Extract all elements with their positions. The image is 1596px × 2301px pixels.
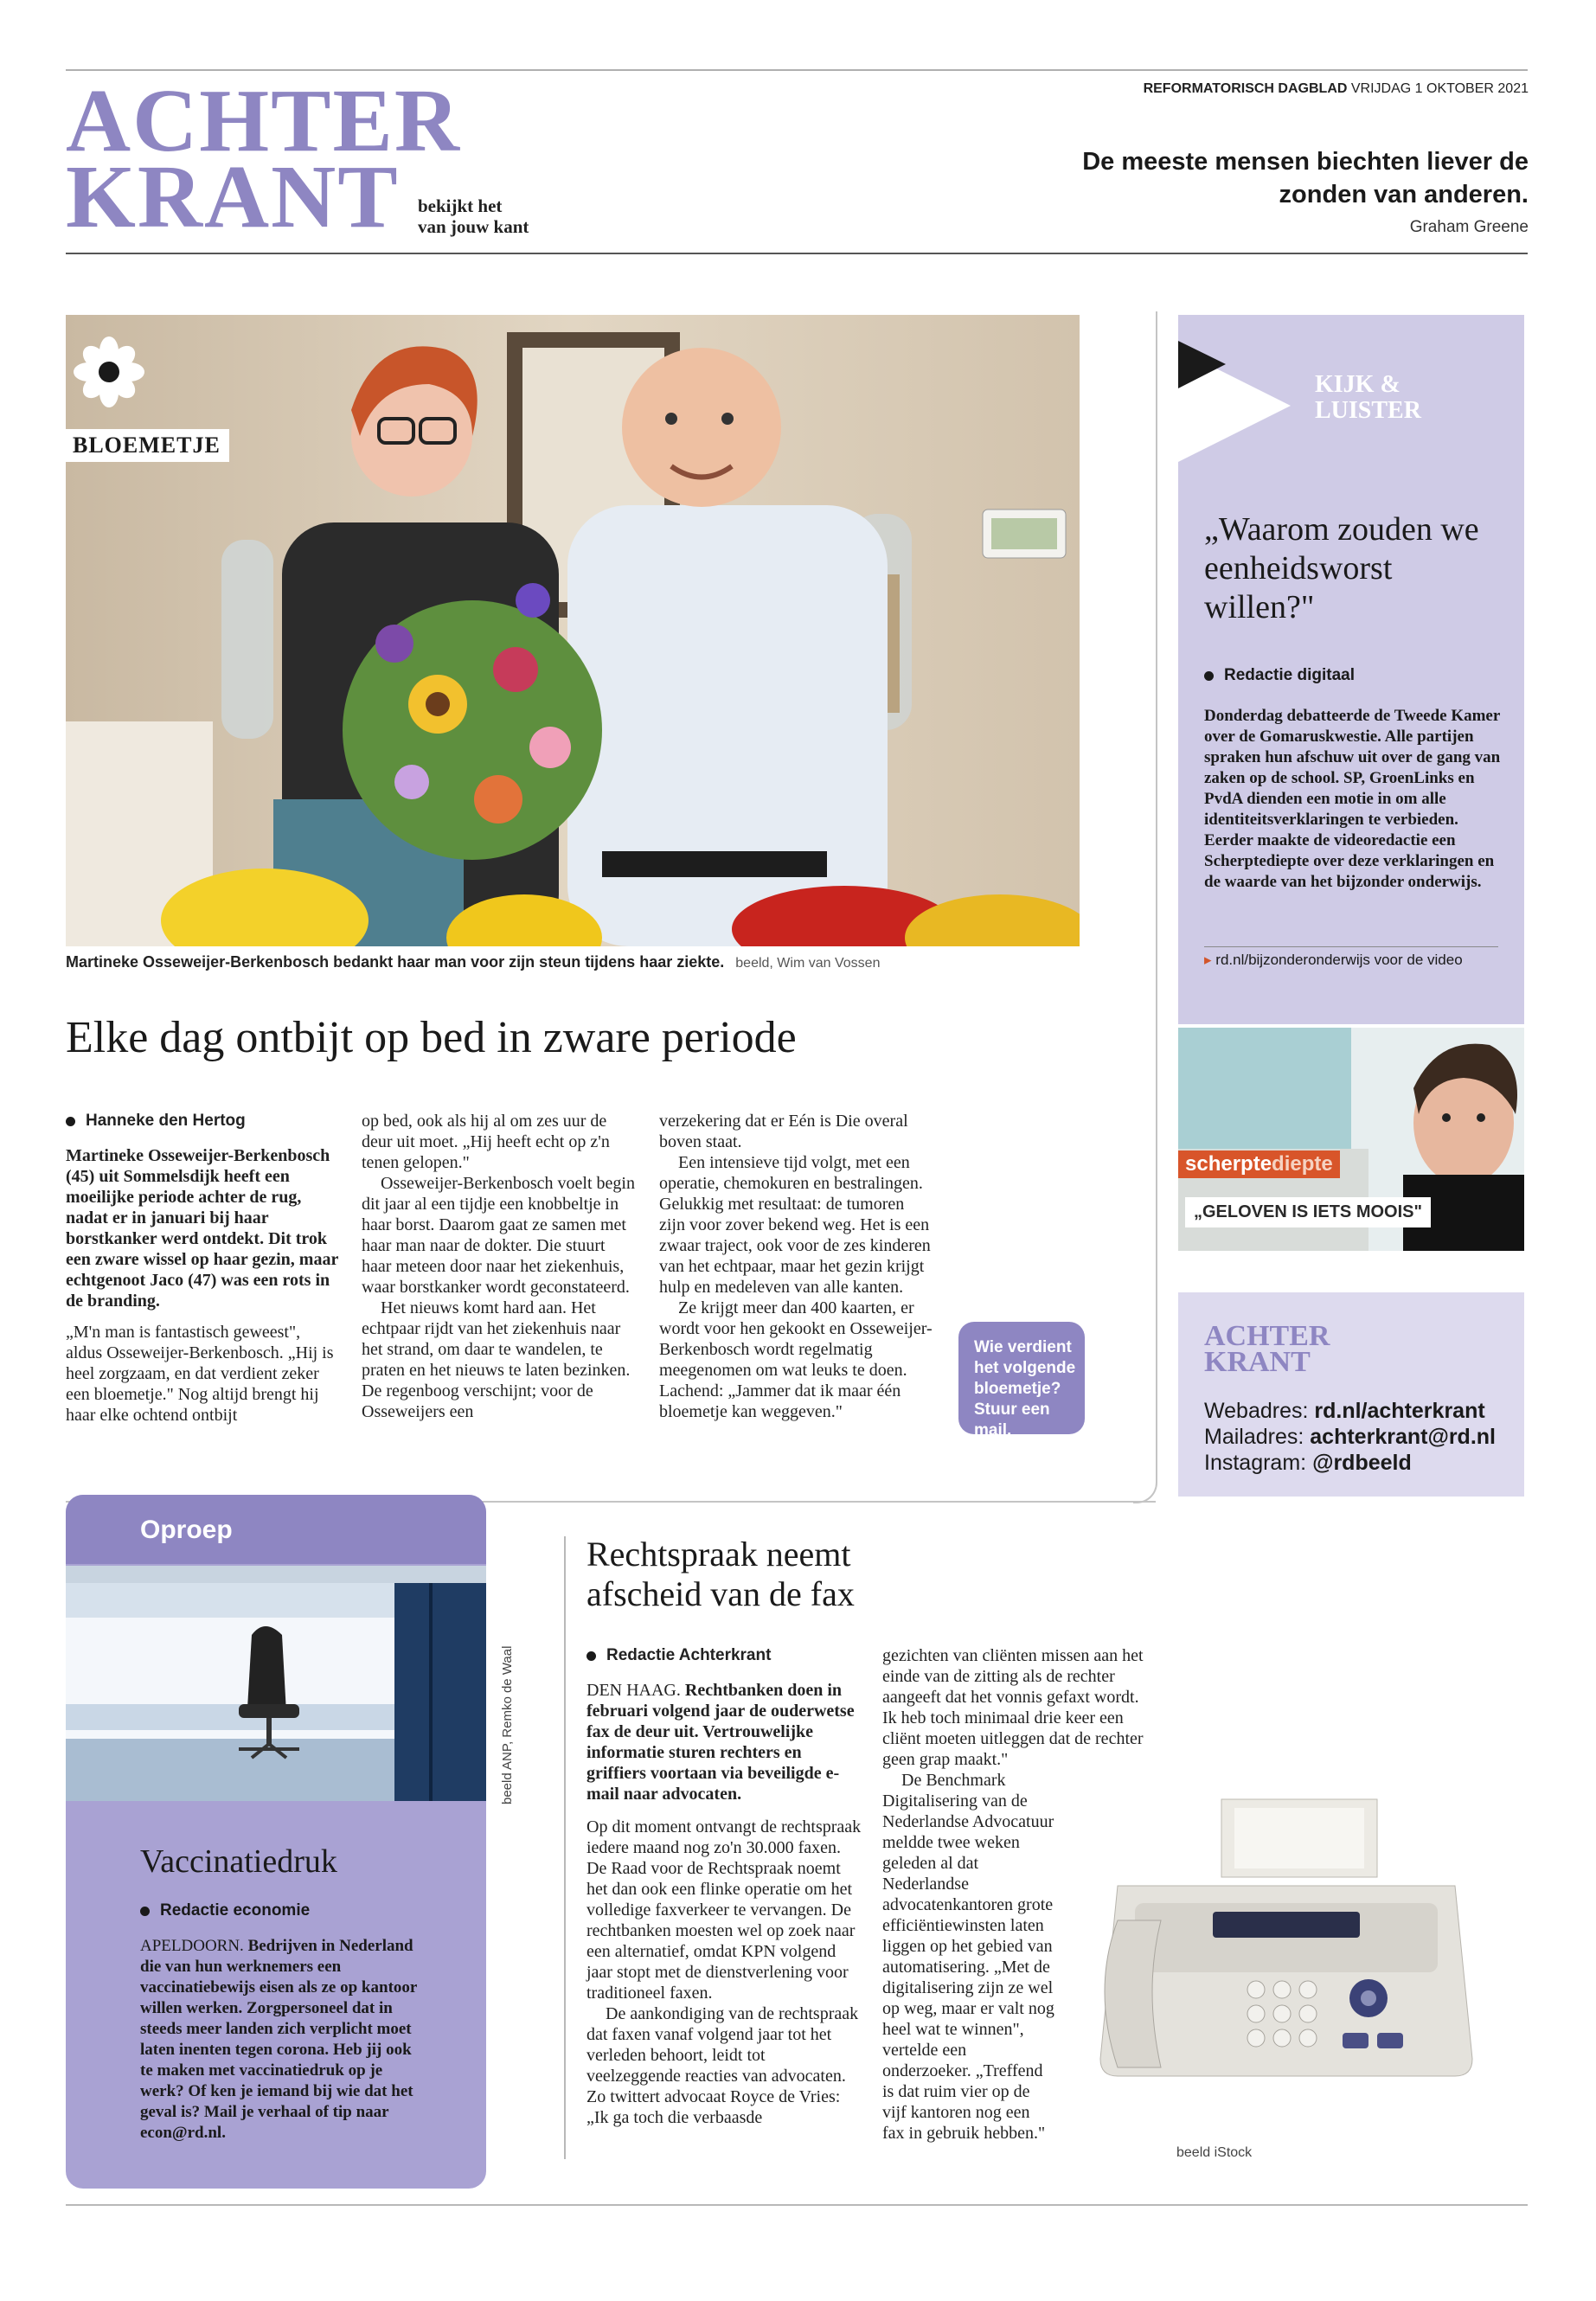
photo-caption (66, 953, 880, 971)
fax-col-2b (882, 1770, 1055, 2144)
contact-logo-line-2: KRANT (1204, 1346, 1311, 1378)
kijk-quote: „Waarom zouden we eenheidsworst willen?" (1204, 511, 1479, 625)
kijk-divider (1204, 946, 1498, 947)
dateline-bar (1144, 81, 1529, 97)
fax-paragraph: gezichten van cliënten missen aan het einde van de zitting als de rechter aangeeft dat het vonnis gefaxt wordt. Ik heb toch minimaal drie keer een cliënt moeten uitleggen dat de rechter geen grap maakt." (882, 1646, 1144, 1769)
kijk-author: Redactie digitaal (1224, 666, 1355, 684)
achterkrant-logo (66, 71, 461, 247)
quote-line-2: zonden van anderen. (1279, 181, 1529, 208)
kijk-byline (1204, 666, 1355, 685)
oproep-dateline: APELDOORN. (140, 1937, 244, 1955)
quote-author: Graham Greene (1409, 218, 1529, 236)
bloemetje-paragraph: „M'n man is fantastisch geweest", aldus Osseweijer-Berkenbosch. „Hij is heel zorgzaam, en dat verdient zeker een bloemetje." Nog altijd brengt hij haar elke ochtend ontbijt (66, 1323, 334, 1425)
bullet (66, 1117, 75, 1126)
bloemetje-paragraph: Osseweijer-Berkenbosch voelt begin dit jaar al een tijdje een knobbeltje in haar borst. Daarom gaat ze samen met haar man naar de dokter. Die stuurt haar meteen door naar het ziekenhuis, waar borstkanker wordt geconstateerd. (362, 1174, 635, 1297)
brand-part-1: scherpte (1185, 1152, 1272, 1176)
bullet (1204, 671, 1214, 681)
fax-headline (586, 1535, 855, 1614)
fax-paragraph: Op dit moment ontvangt de rechtspraak iedere maand nog zo'n 30.000 faxen. De Raad voor de Rechtspraak noemt het dan ook een flinke operatie om het volledige faxverkeer te vervangen. De rechtbanken moesten wel op zoek naar een alternatief, omdat KPN volgend jaar stopt met de dienstverlening voor traditioneel faxen. (586, 1817, 862, 2003)
flower-icon (73, 336, 145, 408)
contact-instagram (1204, 1450, 1496, 1476)
photo-credit: beeld, Wim van Vossen (735, 956, 881, 971)
bloemetje-byline (66, 1111, 339, 1131)
bullet (586, 1651, 596, 1661)
bloemetje-paragraph: op bed, ook als hij al om zes uur de deur uit moet. „Hij heeft echt op z'n tenen gelopen." (362, 1112, 610, 1172)
web-link[interactable]: rd.nl/achterkrant (1314, 1399, 1485, 1423)
logo-line-2: KRANT (66, 147, 400, 247)
bloemetje-headline: Elke dag ontbijt op bed in zware periode (66, 1013, 797, 1062)
article-frame (1133, 311, 1157, 1503)
fax-col-2 (882, 1645, 1156, 1770)
bloemetje-intro: Martineke Osseweijer-Berkenbosch (45) uit Sommelsdijk heeft een moeilijke periode achter de rug, nadat er in januari bij haar borstkanker werd ontdekt. Dit trok een zware wissel op haar gezin, maar echtgenoot Jaco (47) was een rots in de branding. (66, 1146, 338, 1311)
bloemetje-paragraph: Ze krijgt meer dan 400 kaarten, er wordt voor hen gekookt en Osseweijer-Berkenbosch wordt regelmatig meegenomen om wat leuks te doen. Lachend: „Jammer dat ik maar één bloemetje kan weggeven." (659, 1298, 933, 1421)
masthead-rule (66, 253, 1528, 254)
video-title: „GELOVEN IS IETS MOOIS" (1185, 1197, 1431, 1227)
oproep-body (140, 1936, 417, 2144)
fax-intro-text: Rechtbanken doen in februari volgend jaar de ouderwetse fax de deur uit. Vertrouwelijke informatie sturen rechters en griffiers voortaan via beveiligde e-mail naar advocaten. (586, 1681, 855, 1804)
mail-link[interactable]: achterkrant@rd.nl (1310, 1425, 1496, 1449)
bloemetje-paragraph: Het nieuws komt hard aan. Het echtpaar rijdt van het ziekenhuis naar het strand, om daar te wandelen, te praten en het nieuws te laten bezinken. De regenboog verschijnt; voor de Osseweijers een (362, 1298, 631, 1421)
oproep-header (66, 1495, 486, 1564)
logo-line-1: ACHTER (66, 71, 461, 170)
contact-logo-line-1: ACHTER (1204, 1320, 1330, 1352)
bullet (140, 1907, 150, 1916)
kijk-luister-label (1315, 372, 1421, 424)
video-brand-badge (1178, 1150, 1340, 1178)
fax-col-1 (586, 1645, 862, 2128)
office-photo (66, 1566, 486, 1801)
fax-machine-photo (1083, 1782, 1490, 2128)
kijk-label-line-2: LUISTER (1315, 397, 1421, 424)
fax-column-rule (564, 1536, 566, 2159)
tagline-line-2: van jouw kant (418, 216, 529, 237)
bloemetje-paragraph: verzekering dat er Eén is Die overal boven staat. (659, 1112, 908, 1151)
oproep-label: Oproep (140, 1516, 233, 1544)
mail-label: Mailadres: (1204, 1425, 1304, 1449)
fax-dateline: DEN HAAG. (586, 1681, 681, 1700)
kijk-video-link[interactable] (1204, 952, 1463, 969)
bloemetje-paragraph: Een intensieve tijd volgt, met een operatie, chemokuren en bestralingen. Gelukkig met resultaat: de tumoren zijn voor zover bekend weg. Het is een zwaar traject, ook voor de zes kinderen van het echtpaar, maar het gezin krijgt hulp en medeleven van alle kanten. (659, 1153, 931, 1297)
bloemetje-col-1 (66, 1111, 339, 1426)
callout-mail-link[interactable]: Wie verdient het volgende bloemetje? Stuur een mail. (958, 1322, 1085, 1434)
web-label: Webadres: (1204, 1399, 1309, 1423)
bloemetje-col-2 (362, 1111, 637, 1422)
kijk-body: Donderdag debatteerde de Tweede Kamer over de Gomaruskwestie. Alle partijen spraken hun afschuw uit over de gang van zaken op de school. SP, GroenLinks en PvdA dienden een motie in om alle identiteitsverklaringen te verbieden. Eerder maakte de videoredactie een Scherptediepte over deze verklaringen en de waarde van het bijzonder onderwijs. (1204, 707, 1501, 891)
oproep-byline (140, 1901, 310, 1920)
issue-date: VRIJDAG 1 OKTOBER 2021 (1350, 81, 1529, 96)
bloemetje-col-3 (659, 1111, 934, 1422)
oproep-photo-credit: beeld ANP, Remko de Waal (500, 1645, 515, 1804)
fax-author: Redactie Achterkrant (606, 1646, 772, 1664)
bloemetje-author: Hanneke den Hertog (86, 1112, 246, 1130)
oproep-headline: Vaccinatiedruk (140, 1843, 337, 1880)
fax-paragraph: De aankondiging van de rechtspraak dat faxen vanaf volgend jaar tot het verleden behoort, leidt tot veelzeggende reacties van advocaten. Zo twittert advocaat Royce de Vries: „Ik ga toch die verbaasde (586, 2004, 859, 2127)
bloemetje-label: BLOEMETJE (66, 429, 229, 462)
couple-photo (66, 315, 1080, 946)
oproep-author: Redactie economie (160, 1901, 311, 1920)
insta-label: Instagram: (1204, 1451, 1307, 1475)
fax-headline-line-1: Rechtspraak neemt (586, 1535, 851, 1574)
kijk-label-line-1: KIJK & (1315, 371, 1401, 398)
contact-mail (1204, 1424, 1496, 1450)
contact-web (1204, 1398, 1496, 1424)
kijk-link-text: rd.nl/bijzonderonderwijs voor de video (1215, 952, 1463, 968)
contact-logo (1204, 1320, 1330, 1378)
fax-intro (586, 1680, 862, 1804)
fax-byline (586, 1645, 862, 1666)
fax-photo-credit: beeld iStock (1176, 2145, 1253, 2160)
insta-link[interactable]: @rdbeeld (1312, 1451, 1412, 1475)
contact-list (1204, 1398, 1496, 1476)
fax-paragraph: De Benchmark Digitalisering van de Nederlandse Advocatuur meldde twee weken geleden al dat Nederlandse advocatenkantoren grote efficiëntiewinsten laten liggen op het gebied van automatisering. „Met de digitalisering zijn ze wel op weg, maar er valt nog heel wat te winnen", vertelde een onderzoeker. „Treffend is dat ruim vier op de vijf kantoren nog een fax in gebruik hebben." (882, 1771, 1054, 2143)
brand-part-2: diepte (1272, 1152, 1333, 1176)
bottom-rule (66, 2204, 1528, 2206)
fax-headline-line-2: afscheid van de fax (586, 1574, 855, 1613)
tagline-line-1: bekijkt het (418, 195, 503, 216)
arrow-right-icon: ▸ (1204, 952, 1212, 968)
caption-text: Martineke Osseweijer-Berkenbosch bedankt haar man voor zijn steun tijdens haar ziekte. (66, 953, 725, 971)
oproep-text: Bedrijven in Nederland die van hun werknemers een vaccinatiebewijs eisen als ze op kantoor willen werken. Zorgpersoneel dat in steeds meer landen zich verplicht moet laten inenten tegen corona. Heb jij ook te maken met vaccinatiedruk op je werk? Of ken je iemand bij wie dat het geval is? Mail je verhaal of tip naar econ@rd.nl. (140, 1937, 417, 2142)
quote-line-1: De meeste mensen biechten liever de (1082, 148, 1529, 176)
quote-of-day (1082, 145, 1529, 211)
paper-name: REFORMATORISCH DAGBLAD (1143, 81, 1348, 96)
play-icon (1178, 315, 1334, 462)
logo-tagline (418, 195, 529, 237)
